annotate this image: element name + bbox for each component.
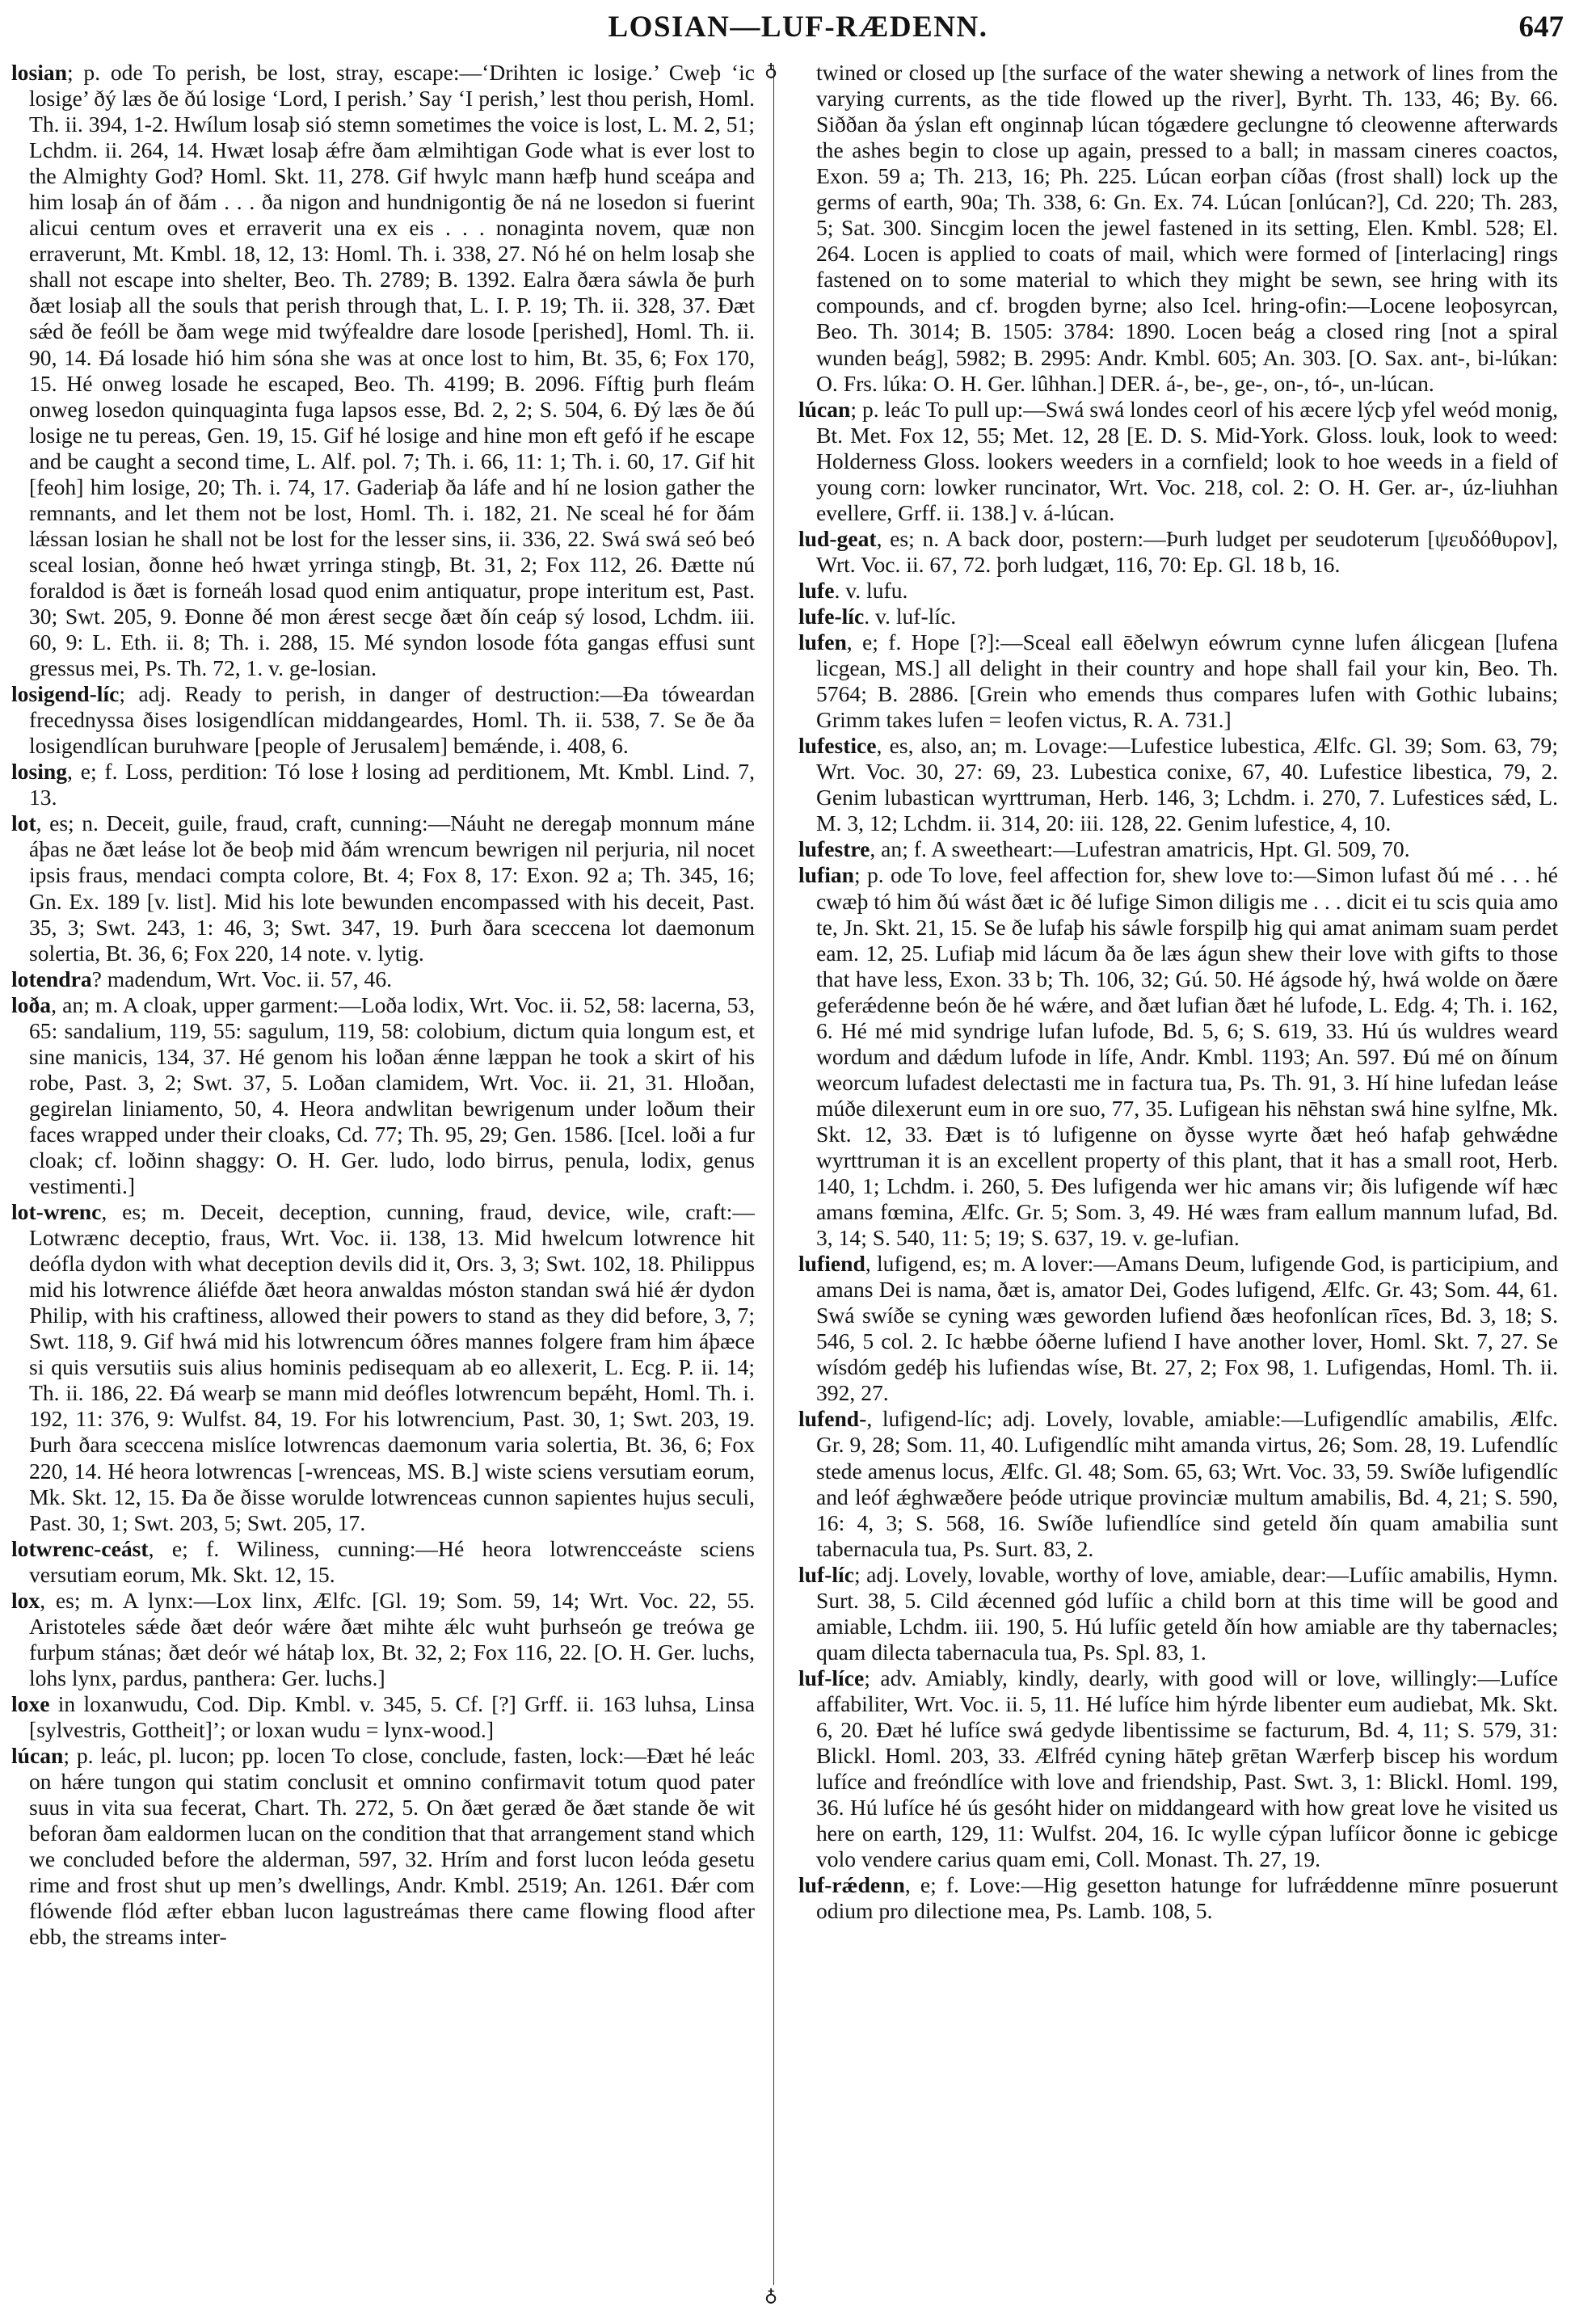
entry-definition: ; adv. Amiably, kindly, dearly, with good will or love, willingly:—Lufíce affabiliter, Wrt. Voc. ii. 5, 11. Hé lufíce him hýrde libenter eum audiebat, Mk. Skt. 6, 20. Ðæt hé lufíce swá gedyde libentissime se facturum, Bd. 4, 11; S. 579, 31: Blickl. Homl. 203, 33. Ælfréd cyning hāteþ grētan Wærferþ biscep his wordum lufíce and freóndlíce with love and friendship, Past. Swt. 3, 1: Blickl. Homl. 199, 36. Hú lufíce hé ús gesóht hider on middangeard with how great love he visited us here on earth, 129, 11: Wulfst. 204, 16. Ic wylle cýpan lufíicor ðonne ic gebicge volo vendere carius quam emi, Coll. Monast. Th. 27, 19.: [816, 1665, 1558, 1872]
dictionary-entry: [11, 1536, 755, 1588]
dictionary-entry: [798, 397, 1558, 526]
entry-headword: losian: [11, 60, 68, 85]
dictionary-entry: [798, 862, 1558, 1251]
entry-headword: luf-líc: [798, 1561, 854, 1587]
entry-definition: , es; m. Deceit, deception, cunning, fraud, device, wile, craft:—Lotwrænc deceptio, fraus, Wrt. Voc. ii. 138, 13. Mid hwelcum lotwrence hit deófla dydon with what deception devils did it, Ors. 3, 3; Swt. 102, 18. Philippus mid his lotwrence áliéfde ðæt heora anwaldas móston standan swá hié ǽr dydon Philip, with his craftiness, allowed their powers to stand as they did before, 3, 7; Swt. 118, 9. Gif hwá mid his lotwrencum óðres mannes folgere fram him áþæce si quis versutiis suis alius hominis pedisequam ab eo allexerit, L. Ecg. P. ii. 14; Th. ii. 186, 22. Ðá wearþ se mann mid deófles lotwrencum bepǽht, Homl. Th. i. 192, 11: 376, 9: Wulfst. 84, 19. For his lotwrencium, Past. 30, 1; Swt. 203, 19. Þurh ðara sceccena mislíce lotwrencas daemonum varia solertia, Bt. 36, 6; Fox 220, 14. Hé heora lotwrencas [-wrenceas, MS. B.] wiste sciens versutiam eorum, Mk. Skt. 12, 15. Ða ðe ðisse woruldе lotwrenceas cunnon sapientes hujus seculi, Past. 30, 1; Swt. 203, 5; Swt. 205, 17.: [29, 1199, 755, 1535]
entry-definition: ; p. leác, pl. lucon; pp. locen To close, conclude, fasten, lock:—Ðæt hé leác on hǽre tungon qui statim conclusit et omnino confirmavit totum quod pater suus in vita sua fecerat, Chart. Th. 272, 5. On ðæt geræd ðe ðæt stande ðe wit beforan ðam ealdormen lucan on the condition that that arrangement stand which we concluded before the alderman, 597, 32. Hrím and forst lucon leóda gesetu rime and frost shut up men’s dwellings, Andr. Kmbl. 2519; An. 1261. Ðǽr com flówende flód æfter ebban lucon lagustreámas there came flowing flood after ebb, the streams inter-: [29, 1743, 755, 1950]
dictionary-entry: [798, 733, 1558, 836]
dictionary-entry: [798, 629, 1558, 733]
page-header: [32, 3, 1564, 52]
entry-definition: . v. lufu.: [834, 577, 908, 603]
entry-headword: lotwrenc-ceást: [11, 1535, 149, 1561]
entry-definition: ? madendum, Wrt. Voc. ii. 57, 46.: [91, 966, 393, 991]
dictionary-entry: [798, 836, 1558, 862]
entry-headword: losigend-líc: [11, 681, 120, 707]
entry-definition: , es, also, an; m. Lovage:—Lufestice lubestica, Ælfc. Gl. 39; Som. 63, 79; Wrt. Voc. 30, 27: 69, 23. Lubestica conixe, 67, 40. Lufestice libestica, 79, 2. Genim lubastican wyrttruman, Herb. 146, 3; Lchdm. i. 270, 7. Lufestices sǽd, L. M. 3, 12; Lchdm. ii. 314, 20: iii. 128, 22. Genim lufestice, 4, 10.: [816, 733, 1558, 836]
dictionary-entry: [11, 60, 755, 681]
entry-definition: , lufigend-líc; adj. Lovely, lovable, amiable:—Lufigendlíc amabilis, Ælfc. Gr. 9, 28; Som. 11, 40. Lufigendlíc miht amanda virtus, 26; Som. 28, 19. Lufendlíc stede amenus locus, Ælfc. Gl. 48; Som. 65, 63; Wrt. Voc. 33, 59. Swíðe lufigendlíc and leóf ǽghwæðere þeóde utrique provinciæ multum amabilis, Bd. 4, 21; S. 590, 16: 4, 3; S. 568, 16. Swíðe lufiendlíce sind geteld ðín quam amabilia sunt tabernacula tua, Ps. Surt. 83, 2.: [816, 1406, 1558, 1561]
entry-definition: , e; f. Love:—Hig gesetton hatunge for lufrǽddenne mīnre posuerunt odium pro dilectione mea, Ps. Lamb. 108, 5.: [816, 1872, 1558, 1924]
entry-headword: lufestice: [798, 733, 877, 759]
entry-headword: lúcan: [798, 396, 851, 422]
entry-headword: luf-rǽdenn: [798, 1872, 905, 1898]
entry-definition: twined or closed up [the surface of the water shewing a network of lines from the varying currents, as the tide flowed up the river], Byrht. Th. 133, 46; By. 66. Siððan ða ýslan eft onginnaþ lúcan tógædere geclungne tó cleowenne afterwards the ashes begin to close up again, pressed to a ball; in massam cineres coactos, Exon. 59 a; Th. 213, 16; Ph. 225. Lúcan eorþan cíðas (frost shall) lock up the germs of earth, 90a; Th. 338, 6: Gn. Ex. 74. Lúcan [onlúcan?], Cd. 220; Th. 283, 5; Sat. 300. Sincgim locen the jewel fastened in its setting, Elen. Kmbl. 528; El. 264. Locen is applied to coats of mail, which were formed of [interlacing] rings fastened on to some material to which they might be sewn, see hring with its compounds, and cf. brogden byrne; also Icel. hring-ofin:—Locene leoþosyrcan, Beo. Th. 3014; B. 1505: 3784: 1890. Locen beág a closed ring [not a spiral wunden beág], 5982; B. 2995: Andr. Kmbl. 605; An. 303. [O. Sax. ant-, bi-lúkan: O. Frs. lúka: O. H. Ger. lûhhan.] DER. á-, be-, ge-, on-, tó-, un-lúcan.: [816, 60, 1558, 396]
column-divider: [773, 66, 774, 2285]
dictionary-entry: [798, 526, 1558, 578]
entry-definition: ; p. leác To pull up:—Swá swá londes ceorl of his æcere lýcþ yfel weód monig, Bt. Met. Fox 12, 55; Met. 12, 28 [E. D. S. Mid-York. Gloss. louk, look to weed: Holderness Gloss. lookers weeders in a cornfield; look to hoe weeds in a field of young corn: lowker runcinator, Wrt. Voc. 218, col. 2: O. H. Ger. ar-, úz-liuhhan evellere, Grff. ii. 138.] v. á-lúcan.: [816, 396, 1558, 525]
bottom-ornament-icon: ♁: [764, 2285, 778, 2305]
dictionary-entry: [798, 60, 1558, 397]
page-number: 647: [1518, 11, 1564, 44]
dictionary-entry: [798, 578, 1558, 604]
entry-definition: , e; f. Hope [?]:—Sceal eall ēðelwyn eówrum cynne lufen álicgean [lufena licgean, MS.] all delight in their country and hope shall fail your kin, Beo. Th. 5764; B. 2886. [Grein who emends thus compares lufen with Gothic lubains; Grimm takes lufen = leofen victus, R. A. 731.]: [816, 629, 1558, 733]
entry-definition: , es; n. A back door, postern:—Þurh ludget per seudoterum [ψευδόθυρον], Wrt. Voc. ii. 67, 72. þorh ludgæt, 116, 70: Ep. Gl. 18 b, 16.: [816, 525, 1558, 577]
entry-definition: ; adj. Lovely, lovable, worthy of love, amiable, dear:—Lufíic amabilis, Hymn. Surt. 38, 5. Cild ǽcenned gód lufíic a child born at this time will be good and amiable, Lchdm. iii. 190, 5. Hú lufíic geteld ðín how amiable are thy tabernacles; quam dilecta tabernacula tua, Ps. Spl. 83, 1.: [816, 1561, 1558, 1665]
dictionary-entry: [798, 1665, 1558, 1872]
entry-definition: , an; m. A cloak, upper garment:—Loða lodix, Wrt. Voc. ii. 52, 58: lacerna, 53, 65: sandalium, 119, 55: sagulum, 119, 58: colobium, dictum quia longum est, et sine manicis, 134, 37. Hé genom his loðan ǽnne læppan he took a skirt of his robe, Past. 3, 2; Swt. 37, 5. Loðan clamidem, Wrt. Voc. ii. 21, 31. Hloðan, gegirelan liniamento, 50, 4. Heora andwlitan bewrigenum under loðum their faces wrapped under their cloaks, Cd. 77; Th. 95, 29; Gen. 1586. [Icel. loði a fur cloak; cf. loðinn shaggy: O. H. Ger. ludo, lodo birrus, penula, lodix, genus vestimenti.]: [29, 991, 755, 1199]
entry-headword: lot-wrenc: [11, 1199, 102, 1225]
entry-definition: ; adj. Ready to perish, in danger of destruction:—Ða tóweardan frecednyssa ðises losigendlícan middangeardes, Homl. Th. ii. 538, 7. Se ðe ða losigendlícan buruhware [people of Jerusalem] bemǽnde, i. 408, 6.: [29, 681, 755, 759]
entry-headword: lúcan: [11, 1743, 64, 1769]
entry-headword: lotendra: [11, 966, 92, 991]
entry-headword: lufiend: [798, 1251, 865, 1277]
entry-definition: , es; n. Deceit, guile, fraud, craft, cunning:—Náuht ne deregaþ monnum máne áþas ne ðæt leáse lot ðe beoþ mid ðám wrencum bewrigen nil perjuria, nil nocet ipsis fraus, mendaci compta colore, Bt. 4; Fox 8, 17: Exon. 92 a; Th. 345, 16; Gn. Ex. 189 [v. list]. Mid his lote bewunden encompassed with his deceit, Past. 35, 3; Swt. 243, 1: 46, 3; Swt. 347, 19. Þurh ðara sceccena lot daemonum solertia, Bt. 36, 6; Fox 220, 14 note. v. lytig.: [29, 810, 755, 966]
entry-definition: in loxanwudu, Cod. Dip. Kmbl. v. 345, 5. Cf. [?] Grff. ii. 163 luhsa, Linsa [sylvestris, Gottheit]’; or loxan wudu = lynx-wood.]: [29, 1690, 755, 1742]
entry-headword: lufe-líc: [798, 603, 865, 629]
entry-definition: , es; m. A lynx:—Lox linx, Ælfc. [Gl. 19; Som. 59, 14; Wrt. Voc. 22, 55. Aristoteles sǽde ðæt deór wǽre ðæt mihte ǽlc wuht þurhseón ge treówa ge furþum stánas; ðæt deór wé hátaþ lox, Bt. 32, 2; Fox 116, 22. [O. H. Ger. luchs, lohs lynx, pardus, panthera: Ger. luchs.]: [29, 1587, 755, 1690]
dictionary-entry: [11, 1588, 755, 1691]
entry-definition: , lufigend, es; m. A lover:—Amans Deum, lufigende God, is participium, and amans Dei is nama, ðæt is, amator Dei, Godes lufigend, Ælfc. Gr. 43; Som. 44, 61. Swá swíðe se cyning wæs geworden lufiend ðæs heofonlícan rīces, Bd. 3, 18; S. 546, 5 col. 2. Ic hæbbe óðerne lufiend I have another lover, Homl. Skt. 7, 27. Se wísdóm gedéþ his lufiendas wíse, Bt. 27, 2; Fox 98, 1. Lufigendas, Homl. Th. ii. 392, 27.: [816, 1251, 1558, 1406]
dictionary-entry: [11, 759, 755, 810]
entry-headword: luf-líce: [798, 1665, 865, 1690]
dictionary-entry: [11, 966, 755, 992]
entry-definition: , e; f. Wiliness, cunning:—Hé heora lotwrencceáste sciens versutiam eorum, Mk. Skt. 12, 15.: [29, 1535, 755, 1587]
entry-headword: loxe: [11, 1690, 50, 1716]
dictionary-entry: [11, 1743, 755, 1950]
dictionary-entry: [798, 1406, 1558, 1561]
entry-definition: . v. luf-líc.: [864, 603, 957, 629]
running-title: LOSIAN—LUF-RÆDENN.: [608, 11, 988, 44]
dictionary-entry: [798, 1872, 1558, 1924]
right-column: [798, 60, 1558, 2298]
left-column: [11, 60, 755, 2298]
dictionary-entry: [798, 1251, 1558, 1406]
entry-definition: , an; f. A sweetheart:—Lufestran amatricis, Hpt. Gl. 509, 70.: [870, 836, 1410, 862]
entry-definition: , e; f. Loss, perdition: Tó lose ł losing ad perditionem, Mt. Kmbl. Lind. 7, 13.: [29, 759, 755, 810]
entry-definition: ; p. ode To perish, be lost, stray, escape:—‘Drihten ic losige.’ Cweþ ‘ic losige’ ðý læs ðe ðú losige ‘Lord, I perish.’ Say ‘I perish,’ lest thou perish, Homl. Th. ii. 394, 1-2. Hwílum losaþ sió stemn sometimes the voice is lost, L. M. 2, 51; Lchdm. ii. 264, 14. Hwæt losaþ ǽfre ðam ælmihtigan Gode what is ever lost to the Almighty God? Homl. Skt. 11, 278. Gif hwylc mann hæfþ hund sceápa and him losaþ án of ðám . . . ða nigon and hundnigontig ðe ná ne losedon si fuerint alicui centum oves et erraverit una ex eis . . . nonaginta novem, quæ non erraverunt, Mt. Kmbl. 18, 12, 13: Homl. Th. i. 338, 27. Nó hé on helm losaþ she shall not escape into shelter, Beo. Th. 2789; B. 1392. Ealra ðæra sáwla ðe þurh ðæt losiaþ all the souls that perish through that, L. I. P. 19; Th. ii. 328, 37. Ðæt sǽd ðe feóll be ðam wege mid twýfealdre dare losode [perished], Homl. Th. ii. 90, 14. Ðá losade hió him sóna she was at once lost to him, Bt. 35, 6; Fox 170, 15. Hé onweg losade he escaped, Beo. Th. 4199; B. 2096. Fíftig þurh fleám onweg losedon quinquaginta fuga lapsos esse, Bd. 2, 2; S. 504, 6. Ðý læs ðe ðú losige ne tu pereas, Gen. 19, 15. Gif hé losige and hine mon eft gefó if he escape and be caught a second time, L. Alf. pol. 7; Th. i. 66, 11: 1; Th. i. 60, 17. Gif hit [feoh] him losige, 20; Th. i. 74, 17. Gaderiaþ ða láfe and hí ne losion gather the remnants, and let them not be lost, Homl. Th. i. 182, 21. Ne sceal hé for ðám lǽssan losian he shall not be lost for the lesser sins, ii. 336, 22. Swá swá seó beó sceal losian, ðonne heó hwæt yrringa stingþ, Bt. 31, 2; Fox 112, 26. Ðætte nú foraldod is ðæt is forneáh losad quod enim antiquatur, prope interitum est, Past. 30; Swt. 205, 9. Ðonne ðé mon ǽrest secge ðæt ðín ceáp sý losod, Lchdm. iii. 60, 9: L. Eth. ii. 8; Th. i. 288, 15. Mé syndon losode fóta gangas effusi sunt gressus mei, Ps. Th. 72, 1. v. ge-losian.: [29, 60, 755, 681]
dictionary-entry: [11, 810, 755, 966]
entry-headword: lufian: [798, 862, 855, 888]
entry-headword: losing: [11, 759, 68, 785]
entry-headword: lud-geat: [798, 525, 877, 551]
dictionary-entry: [798, 1562, 1558, 1665]
entry-headword: loða: [11, 991, 52, 1017]
dictionary-entry: [11, 1199, 755, 1536]
entry-headword: lufen: [798, 629, 847, 655]
entry-headword: lot: [11, 810, 36, 836]
dictionary-entry: [798, 604, 1558, 629]
entry-headword: lox: [11, 1587, 40, 1613]
entry-headword: lufe: [798, 577, 835, 603]
dictionary-entry: [11, 1691, 755, 1743]
entry-headword: lufestre: [798, 836, 870, 862]
dictionary-entry: [11, 992, 755, 1199]
entry-definition: ; p. ode To love, feel affection for, shew love to:—Simon lufast ðú mé . . . hé cwæþ tó him ðú wást ðæt ic ðé lufige Simon diligis me . . . dicit ei tu scis quia amo te, Jn. Skt. 21, 15. Se ðe lufaþ his sáwle forspilþ hig qui amat animam suam perdet eam. 12, 25. Lufiaþ mid lácum ða ðe læs águn shew their love with gifts to those that have less, Exon. 33 b; Th. 106, 32; Gú. 50. Hé ágsode hý, hwá wolde on ðære geferǽdenne beón ðe hé wǽre, and ðæt lufian ðæt hé lufode, L. Edg. 4; Th. i. 162, 6. Hé mé mid syndrige lufan lufode, Bd. 5, 6; S. 619, 33. Hú ús wuldres weard wordum and dǽdum lufode in lífe, Andr. Kmbl. 1193; An. 597. Ðú mé on ðínum weorcum lufadest delectasti me in factura tua, Ps. Th. 91, 3. Hí hine lufedan leáse múðe dilexerunt eum in ore suo, 77, 35. Lufigean his nēhstan swá hine sylfne, Mk. Skt. 12, 33. Ðæt is tó lufigenne on ðysse wyrte ðæt heó hafaþ gehwǽdne wyrttruman it is an excellent property of this plant, that it has a small root, Herb. 140, 1; Lchdm. i. 260, 5. Ðes lufigenda wer hic amans vir; ðis lufigende wíf hæc amans fœmina, Ælfc. Gr. 5; Som. 3, 49. Hé wæs fram eallum mannum lufad, Bd. 3, 14; S. 540, 11: 5; 19; S. 637, 19. v. ge-lufian.: [816, 862, 1558, 1251]
entry-headword: lufend-: [798, 1406, 867, 1432]
top-ornament-icon: ♁: [764, 60, 778, 80]
dictionary-entry: [11, 681, 755, 759]
